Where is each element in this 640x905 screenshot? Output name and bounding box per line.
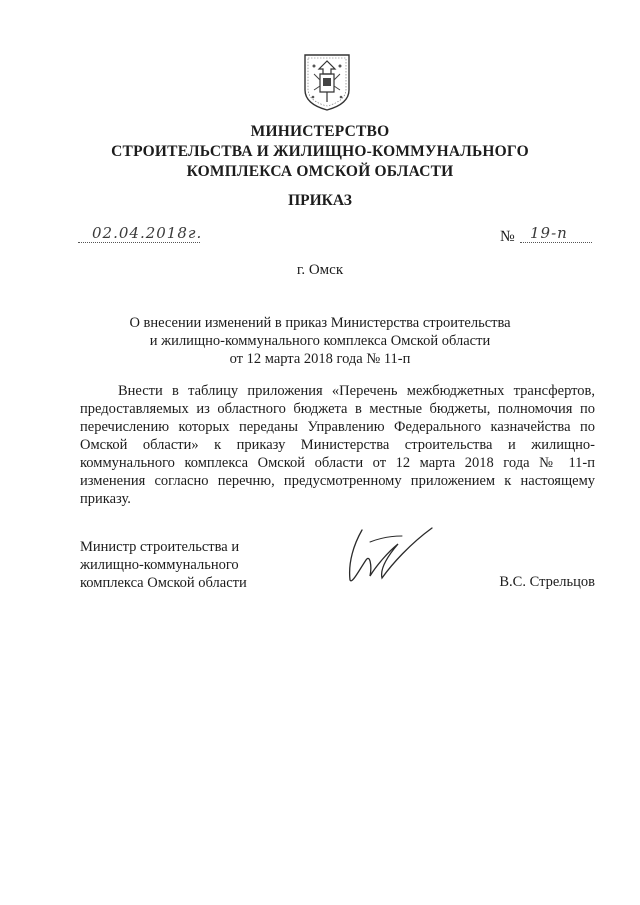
ministry-name-line-3: КОМПЛЕКСА ОМСКОЙ ОБЛАСТИ <box>186 163 454 180</box>
omsk-coat-of-arms-icon <box>302 52 352 112</box>
number-underline <box>520 242 592 243</box>
body-line-4: Омской области» к приказу Министерства строительства и жилищно- <box>80 437 595 453</box>
subject-line-1: О внесении изменений в приказ Министерства строительства <box>129 315 511 331</box>
subject-line-2: и жилищно-коммунального комплекса Омской области <box>149 333 491 349</box>
ministry-name-line-2: СТРОИТЕЛЬСТВА И ЖИЛИЩНО-КОММУНАЛЬНОГО <box>111 143 529 160</box>
handwritten-signature <box>340 522 440 592</box>
order-number-label: № <box>500 228 515 245</box>
signatory-title-line-2: жилищно-коммунального <box>80 557 239 573</box>
order-date: 02.04.2018г. <box>92 224 203 242</box>
signatory-title-line-1: Министр строительства и <box>80 539 240 555</box>
city: г. Омск <box>296 262 344 278</box>
order-number: 19-п <box>530 224 568 242</box>
signatory-name: В.С. Стрельцов <box>499 574 595 590</box>
body-line-5: коммунального комплекса Омской области от 12 марта 2018 года № 11-п <box>80 455 595 471</box>
document-type: ПРИКАЗ <box>288 192 352 209</box>
date-underline <box>78 242 200 243</box>
body-line-7: приказу. <box>80 491 131 507</box>
body-line-3: перечислению которых переданы Управлению Федерального казначейства по <box>80 419 595 435</box>
body-line-6: изменения согласно перечню, предусмотренному приложением к настоящему <box>80 473 595 489</box>
subject-line-3: от 12 марта 2018 года № 11-п <box>229 351 411 367</box>
body-line-1: Внести в таблицу приложения «Перечень межбюджетных трансфертов, <box>118 383 595 399</box>
signatory-title-line-3: комплекса Омской области <box>80 575 247 591</box>
ministry-name-line-1: МИНИСТЕРСТВО <box>250 123 390 140</box>
body-line-2: предоставляемых из областного бюджета в местные бюджеты, полномочия по <box>80 401 595 417</box>
